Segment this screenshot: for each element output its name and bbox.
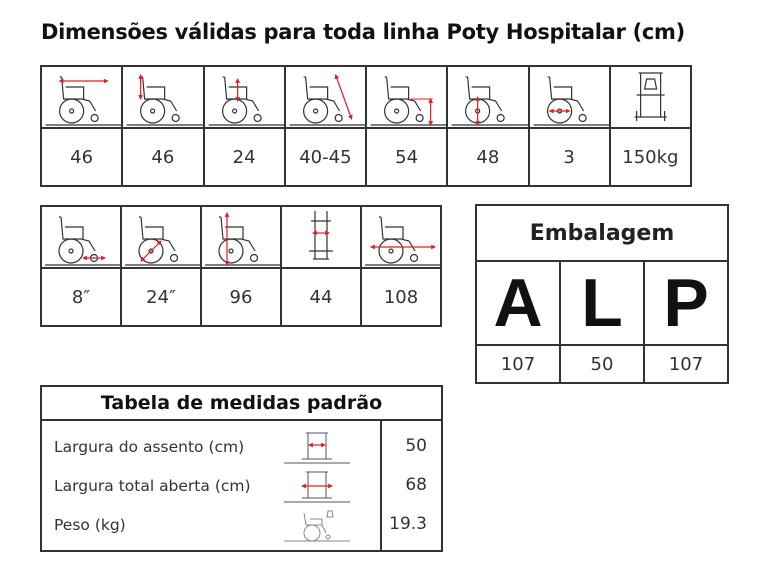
rear-wheel-diameter-icon <box>121 206 201 268</box>
embalagem-value-a: 107 <box>476 345 560 383</box>
open-width-value: 68 <box>405 475 427 495</box>
backrest-height-value: 46 <box>122 128 203 186</box>
embalagem-value-l: 50 <box>560 345 644 383</box>
footrest-length-icon <box>285 66 366 128</box>
embalagem-table <box>475 204 729 384</box>
standard-measures-title: Tabela de medidas padrão <box>41 386 442 420</box>
embalagem-title: Embalagem <box>476 205 728 261</box>
seat-height-value: 54 <box>366 128 447 186</box>
open-width-icon <box>282 468 352 504</box>
caster-wheel-icon <box>41 206 121 268</box>
total-length-value: 108 <box>361 268 441 326</box>
backrest-height-icon <box>122 66 203 128</box>
page-title: Dimensões válidas para toda linha Poty Hospitalar (cm) <box>41 20 685 44</box>
list-item <box>54 505 380 544</box>
total-height-icon <box>201 206 281 268</box>
embalagem-letter-l: L <box>560 261 644 345</box>
wheel-width-icon <box>529 66 610 128</box>
total-height-value: 96 <box>201 268 281 326</box>
caster-wheel-value: 8″ <box>41 268 121 326</box>
seat-depth-value: 46 <box>41 128 122 186</box>
open-width-label: Largura total aberta (cm) <box>54 476 251 495</box>
standard-measures-table <box>40 385 443 552</box>
seat-depth-icon <box>41 66 122 128</box>
dimensions-table-row1 <box>40 65 692 187</box>
rear-wheel-height-value: 48 <box>447 128 528 186</box>
max-load-icon <box>610 66 691 128</box>
footrest-length-value: 40-45 <box>285 128 366 186</box>
weight-icon <box>282 507 352 543</box>
embalagem-letter-p: P <box>644 261 728 345</box>
standard-measures-values <box>381 420 442 551</box>
seat-width-label: Largura do assento (cm) <box>54 437 245 456</box>
armrest-height-value: 24 <box>204 128 285 186</box>
rear-wheel-height-icon <box>447 66 528 128</box>
weight-value: 19.3 <box>389 514 427 534</box>
seat-width-icon <box>282 429 352 465</box>
seat-width-value: 50 <box>405 436 427 456</box>
dimensions-table-row2 <box>40 205 442 327</box>
list-item <box>54 466 380 505</box>
folded-width-value: 44 <box>281 268 361 326</box>
weight-label: Peso (kg) <box>54 515 126 534</box>
embalagem-value-p: 107 <box>644 345 728 383</box>
standard-measures-labels <box>41 420 381 551</box>
list-item <box>54 427 380 466</box>
wheel-width-value: 3 <box>529 128 610 186</box>
folded-width-icon <box>281 206 361 268</box>
seat-height-icon <box>366 66 447 128</box>
rear-wheel-diameter-value: 24″ <box>121 268 201 326</box>
embalagem-letter-a: A <box>476 261 560 345</box>
armrest-height-icon <box>204 66 285 128</box>
max-load-value: 150kg <box>610 128 691 186</box>
total-length-icon <box>361 206 441 268</box>
